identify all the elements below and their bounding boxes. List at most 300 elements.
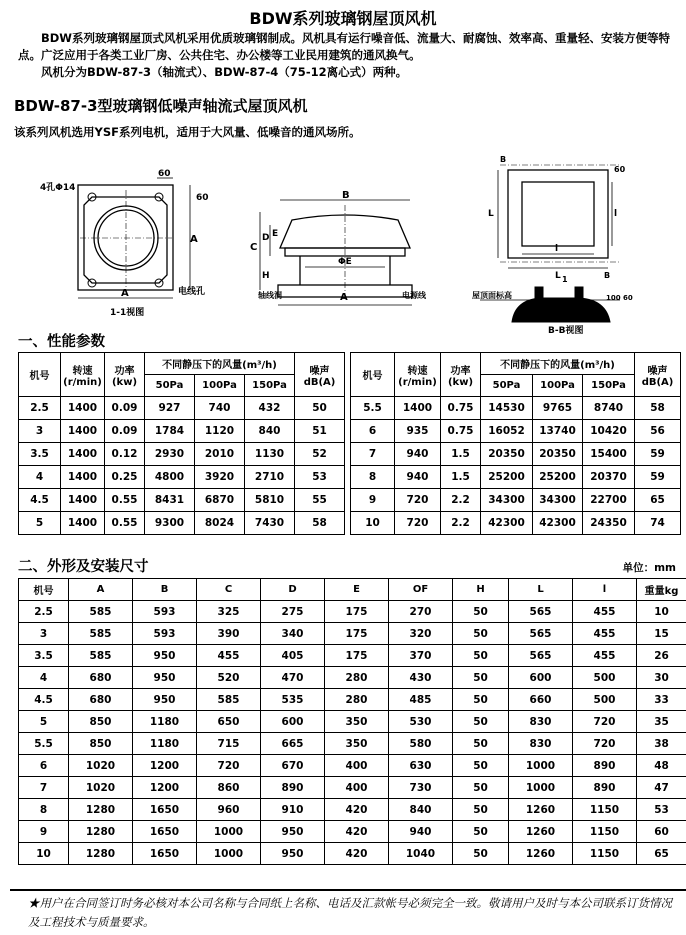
table-cell: 65 (637, 843, 686, 865)
table-cell: 1040 (389, 843, 453, 865)
table-cell: 565 (509, 601, 573, 623)
table-cell: 6870 (195, 489, 245, 512)
table-cell: 280 (325, 689, 389, 711)
table-cell: 10 (19, 843, 69, 865)
table-cell: 0.09 (105, 397, 145, 420)
column-header: OF (389, 579, 453, 601)
header-noise: 噪声 dB(A) (635, 353, 681, 397)
header-model: 机号 (351, 353, 395, 397)
table-cell: 1000 (509, 755, 573, 777)
table-cell: 1120 (195, 420, 245, 443)
hole-label: 4孔Φ14 (40, 183, 76, 193)
table-cell: 25200 (481, 466, 533, 489)
header-flow: 不同静压下的风量(m³/h) (481, 353, 635, 375)
table-cell: 720 (197, 755, 261, 777)
table-cell: 1150 (573, 843, 637, 865)
table-cell: 55 (295, 489, 345, 512)
table-cell: 15 (637, 623, 686, 645)
table-cell: 1150 (573, 799, 637, 821)
performance-table-right (350, 352, 681, 535)
table-cell: 59 (635, 443, 681, 466)
frame-60-label: 60 (614, 165, 626, 174)
dim-a-side-view-label: A (340, 292, 348, 303)
table-cell: 1180 (133, 711, 197, 733)
table-cell: 325 (197, 601, 261, 623)
table-cell: 20370 (583, 466, 635, 489)
table-cell: 1.5 (441, 443, 481, 466)
table-cell: 42300 (481, 512, 533, 535)
table-cell: 585 (69, 623, 133, 645)
table-cell: 950 (261, 821, 325, 843)
table-cell: 47 (637, 777, 686, 799)
table-cell: 48 (637, 755, 686, 777)
table-cell: 950 (133, 667, 197, 689)
table-cell: 13740 (533, 420, 583, 443)
table-row (19, 623, 686, 645)
table-cell: 50 (453, 821, 509, 843)
table-cell: 0.25 (105, 466, 145, 489)
dim-a-side-label: A (190, 234, 198, 245)
header-model: 机号 (19, 353, 61, 397)
table-cell: 400 (325, 777, 389, 799)
table-cell: 670 (261, 755, 325, 777)
table-cell: 1650 (133, 821, 197, 843)
table-cell: 680 (69, 667, 133, 689)
table-cell: 400 (325, 755, 389, 777)
table-cell: 350 (325, 733, 389, 755)
table-cell: 960 (197, 799, 261, 821)
table-cell: 0.09 (105, 420, 145, 443)
dimensions-section-title: 二、外形及安装尺寸 (18, 559, 149, 575)
table-cell: 2.2 (441, 512, 481, 535)
table-cell: 1400 (61, 466, 105, 489)
table-cell: 390 (197, 623, 261, 645)
footer-notice: ★用户在合同签订时务必核对本公司名称与合同纸上名称、电话及汇款帐号必须完全一致。敬请用户及时与本公司联系订货情况及工程技术与质量要求。 (28, 896, 672, 929)
column-header: B (133, 579, 197, 601)
table-cell: 600 (261, 711, 325, 733)
table-cell: 4800 (145, 466, 195, 489)
table-cell: 22700 (583, 489, 635, 512)
table-row (19, 466, 345, 489)
table-cell: 10 (351, 512, 395, 535)
base-label: 轴线洞 (258, 291, 282, 300)
table-cell: 34300 (533, 489, 583, 512)
table-cell: 280 (325, 667, 389, 689)
table-cell: 585 (197, 689, 261, 711)
column-header: A (69, 579, 133, 601)
types-paragraph: 风机分为BDW-87-3（轴流式）、BDW-87-4（75-12离心式）两种。 (41, 65, 408, 79)
table-cell: 405 (261, 645, 325, 667)
table-cell: 1400 (61, 489, 105, 512)
table-cell: 1260 (509, 799, 573, 821)
column-header: l (573, 579, 637, 601)
table-cell: 0.55 (105, 512, 145, 535)
table-cell: 8740 (583, 397, 635, 420)
dim-h-label: H (262, 271, 270, 281)
table-cell: 50 (453, 733, 509, 755)
table-cell: 0.12 (105, 443, 145, 466)
table-cell: 175 (325, 601, 389, 623)
table-cell: 5 (19, 711, 69, 733)
table-row (19, 420, 345, 443)
table-cell: 1130 (245, 443, 295, 466)
table-cell: 890 (573, 777, 637, 799)
table-cell: 455 (573, 601, 637, 623)
table-cell: 175 (325, 645, 389, 667)
table-cell: 35 (637, 711, 686, 733)
technical-drawing (0, 150, 686, 340)
table-cell: 1400 (61, 443, 105, 466)
column-header: C (197, 579, 261, 601)
h-100-label: 100 60 (606, 294, 633, 302)
table-row (351, 466, 681, 489)
table-cell: 56 (635, 420, 681, 443)
table-cell: 520 (197, 667, 261, 689)
dim-d-label: D (262, 233, 270, 243)
table-cell: 175 (325, 623, 389, 645)
table-cell: 3 (19, 623, 69, 645)
table-cell: 1000 (197, 821, 261, 843)
table-cell: 42300 (533, 512, 583, 535)
table-cell: 1650 (133, 799, 197, 821)
performance-section-title: 一、性能参数 (18, 334, 105, 350)
table-row (19, 443, 345, 466)
table-cell: 8024 (195, 512, 245, 535)
column-header: 重量kg (637, 579, 686, 601)
table-row (19, 645, 686, 667)
table-cell: 9 (19, 821, 69, 843)
table-row (19, 489, 345, 512)
table-row (19, 711, 686, 733)
table-cell: 940 (395, 443, 441, 466)
table-cell: 600 (509, 667, 573, 689)
table-cell: 50 (453, 711, 509, 733)
table-cell: 50 (295, 397, 345, 420)
table-row (351, 489, 681, 512)
table-cell: 60 (637, 821, 686, 843)
footer-divider (10, 889, 686, 891)
table-cell: 500 (573, 667, 637, 689)
table-cell: 51 (295, 420, 345, 443)
table-cell: 50 (453, 843, 509, 865)
header-power: 功率 (kw) (105, 353, 145, 397)
table-cell: 14530 (481, 397, 533, 420)
table-cell: 950 (133, 645, 197, 667)
unit-label: 单位：mm (622, 562, 676, 574)
table-cell: 5 (19, 512, 61, 535)
table-cell: 2.2 (441, 489, 481, 512)
table-cell: 58 (295, 512, 345, 535)
table-cell: 3 (19, 420, 61, 443)
table-cell: 890 (261, 777, 325, 799)
table-row (351, 420, 681, 443)
table-cell: 680 (69, 689, 133, 711)
table-cell: 10 (637, 601, 686, 623)
table-cell: 20350 (533, 443, 583, 466)
table-cell: 720 (395, 489, 441, 512)
table-cell: 53 (295, 466, 345, 489)
table-cell: 1150 (573, 821, 637, 843)
dim-big-l-bottom-label: L (555, 271, 561, 281)
table-cell: 1000 (197, 843, 261, 865)
table-cell: 6 (351, 420, 395, 443)
table-cell: 485 (389, 689, 453, 711)
table-cell: 1280 (69, 821, 133, 843)
table-cell: 535 (261, 689, 325, 711)
dim-small-l-bottom-label: l (555, 244, 559, 254)
dim-a-label: A (121, 288, 129, 299)
table-cell: 890 (573, 755, 637, 777)
table-cell: 630 (389, 755, 453, 777)
table-cell: 1000 (509, 777, 573, 799)
table-cell: 1400 (61, 420, 105, 443)
column-header: E (325, 579, 389, 601)
table-cell: 38 (637, 733, 686, 755)
table-cell: 1260 (509, 821, 573, 843)
dim-60-label: 60 (158, 169, 171, 179)
table-cell: 950 (133, 689, 197, 711)
table-cell: 50 (453, 755, 509, 777)
table-cell: 940 (395, 466, 441, 489)
table-cell: 455 (197, 645, 261, 667)
header-speed: 转速 (r/min) (395, 353, 441, 397)
table-cell: 3.5 (19, 443, 61, 466)
header-speed: 转速 (r/min) (61, 353, 105, 397)
table-cell: 50 (453, 645, 509, 667)
cable-hole-label: 电线孔 (178, 287, 206, 297)
table-cell: 665 (261, 733, 325, 755)
table-row (19, 755, 686, 777)
table-cell: 50 (453, 777, 509, 799)
dim-phie-label: ΦE (338, 257, 352, 267)
table-cell: 5810 (245, 489, 295, 512)
table-cell: 9 (351, 489, 395, 512)
table-cell: 58 (635, 397, 681, 420)
dim-60-side-label: 60 (196, 193, 209, 203)
table-cell: 935 (395, 420, 441, 443)
table-cell: 840 (389, 799, 453, 821)
product-subtitle: BDW-87-3型玻璃钢低噪声轴流式屋顶风机 (14, 97, 308, 115)
table-cell: 50 (453, 689, 509, 711)
table-cell: 0.55 (105, 489, 145, 512)
header-50pa: 50Pa (481, 375, 533, 397)
table-cell: 3.5 (19, 645, 69, 667)
table-cell: 850 (69, 733, 133, 755)
frame-view (498, 165, 620, 268)
table-row (19, 777, 686, 799)
table-cell: 1400 (61, 397, 105, 420)
column-header: D (261, 579, 325, 601)
dim-small-l-label: l (614, 209, 618, 219)
table-cell: 860 (197, 777, 261, 799)
table-cell: 74 (635, 512, 681, 535)
table-cell: 3920 (195, 466, 245, 489)
roof-level-label: 屋顶面标高 (472, 291, 512, 300)
table-cell: 530 (389, 711, 453, 733)
table-cell: 2930 (145, 443, 195, 466)
table-cell: 5.5 (19, 733, 69, 755)
table-row (19, 821, 686, 843)
plan-view (78, 178, 190, 298)
table-cell: 0.75 (441, 397, 481, 420)
table-row (19, 397, 345, 420)
table-cell: 2010 (195, 443, 245, 466)
table-cell: 270 (389, 601, 453, 623)
table-cell: 1280 (69, 799, 133, 821)
table-cell: 16052 (481, 420, 533, 443)
table-row (351, 443, 681, 466)
table-cell: 565 (509, 623, 573, 645)
table-cell: 8 (19, 799, 69, 821)
table-cell: 720 (573, 711, 637, 733)
dim-e-label: E (272, 229, 279, 239)
table-cell: 50 (453, 667, 509, 689)
table-cell: 350 (325, 711, 389, 733)
table-cell: 720 (395, 512, 441, 535)
table-cell: 4.5 (19, 489, 61, 512)
table-cell: 370 (389, 645, 453, 667)
header-100pa: 100Pa (195, 375, 245, 397)
table-cell: 580 (389, 733, 453, 755)
table-cell: 30 (637, 667, 686, 689)
table-cell: 340 (261, 623, 325, 645)
table-cell: 740 (195, 397, 245, 420)
table-cell: 470 (261, 667, 325, 689)
table-cell: 730 (389, 777, 453, 799)
table-cell: 25200 (533, 466, 583, 489)
table-cell: 830 (509, 733, 573, 755)
table-cell: 927 (145, 397, 195, 420)
header-50pa: 50Pa (145, 375, 195, 397)
table-cell: 1400 (395, 397, 441, 420)
table-cell: 910 (261, 799, 325, 821)
table-cell: 593 (133, 601, 197, 623)
header-flow: 不同静压下的风量(m³/h) (145, 353, 295, 375)
header-150pa: 150Pa (583, 375, 635, 397)
dim-b-label: B (342, 190, 350, 201)
table-cell: 7 (351, 443, 395, 466)
dim-one-label: 1 (562, 275, 568, 284)
table-cell: 1200 (133, 755, 197, 777)
performance-table-left (18, 352, 345, 535)
table-cell: 940 (389, 821, 453, 843)
table-cell: 715 (197, 733, 261, 755)
table-cell: 585 (69, 601, 133, 623)
table-cell: 9765 (533, 397, 583, 420)
table-cell: 500 (573, 689, 637, 711)
table-cell: 660 (509, 689, 573, 711)
table-cell: 50 (453, 799, 509, 821)
table-cell: 275 (261, 601, 325, 623)
table-cell: 650 (197, 711, 261, 733)
table-cell: 34300 (481, 489, 533, 512)
table-cell: 4 (19, 466, 61, 489)
table-cell: 1020 (69, 755, 133, 777)
table-cell: 1.5 (441, 466, 481, 489)
table-cell: 420 (325, 843, 389, 865)
table-cell: 1260 (509, 843, 573, 865)
intro-paragraph: BDW系列玻璃钢屋顶式风机采用优质玻璃钢制成。风机具有运行噪音低、流量大、耐腐蚀、效率高、重量轻、安装方便等特点。广泛应用于各类工业厂房、公共住宅、办公楼等工业民用建筑的通风换气。 (18, 31, 670, 62)
view-b-b-label: B-B视图 (548, 326, 584, 336)
table-cell: 24350 (583, 512, 635, 535)
table-cell: 830 (509, 711, 573, 733)
table-cell: 26 (637, 645, 686, 667)
table-row (19, 512, 345, 535)
table-cell: 2710 (245, 466, 295, 489)
table-cell: 7 (19, 777, 69, 799)
table-cell: 320 (389, 623, 453, 645)
table-cell: 455 (573, 645, 637, 667)
table-cell: 432 (245, 397, 295, 420)
table-cell: 2.5 (19, 397, 61, 420)
column-header: 机号 (19, 579, 69, 601)
power-label: 电源线 (402, 291, 426, 300)
column-header: H (453, 579, 509, 601)
table-cell: 53 (637, 799, 686, 821)
table-cell: 50 (453, 601, 509, 623)
header-power: 功率 (kw) (441, 353, 481, 397)
table-cell: 430 (389, 667, 453, 689)
table-cell: 52 (295, 443, 345, 466)
table-cell: 420 (325, 799, 389, 821)
table-row (351, 512, 681, 535)
table-cell: 1020 (69, 777, 133, 799)
dimensions-table (18, 578, 686, 865)
dim-c-label: C (250, 242, 258, 253)
table-cell: 7430 (245, 512, 295, 535)
table-cell: 950 (261, 843, 325, 865)
table-cell: 15400 (583, 443, 635, 466)
table-cell: 4 (19, 667, 69, 689)
table-cell: 840 (245, 420, 295, 443)
table-row (19, 733, 686, 755)
table-cell: 1650 (133, 843, 197, 865)
table-cell: 9300 (145, 512, 195, 535)
view-1-1-label: 1-1视图 (110, 308, 145, 318)
table-cell: 10420 (583, 420, 635, 443)
header-100pa: 100Pa (533, 375, 583, 397)
motor-note: 该系列风机选用YSF系列电机，适用于大风量、低噪音的通风场所。 (14, 125, 361, 139)
header-150pa: 150Pa (245, 375, 295, 397)
section-mark-top: B (500, 155, 507, 164)
table-row (19, 667, 686, 689)
dim-big-l-label: L (488, 209, 494, 219)
table-row (19, 601, 686, 623)
table-cell: 8431 (145, 489, 195, 512)
table-cell: 0.75 (441, 420, 481, 443)
page-title: BDW系列玻璃钢屋顶风机 (249, 9, 437, 28)
table-row (19, 689, 686, 711)
table-cell: 1280 (69, 843, 133, 865)
table-cell: 20350 (481, 443, 533, 466)
column-header: L (509, 579, 573, 601)
table-cell: 1180 (133, 733, 197, 755)
table-cell: 593 (133, 623, 197, 645)
table-cell: 420 (325, 821, 389, 843)
table-cell: 585 (69, 645, 133, 667)
table-row (19, 799, 686, 821)
table-cell: 33 (637, 689, 686, 711)
header-noise: 噪声 dB(A) (295, 353, 345, 397)
table-cell: 65 (635, 489, 681, 512)
table-cell: 50 (453, 623, 509, 645)
table-cell: 8 (351, 466, 395, 489)
table-cell: 59 (635, 466, 681, 489)
side-view (260, 200, 412, 305)
section-mark-bottom: B (604, 271, 611, 280)
table-cell: 2.5 (19, 601, 69, 623)
table-row (19, 843, 686, 865)
